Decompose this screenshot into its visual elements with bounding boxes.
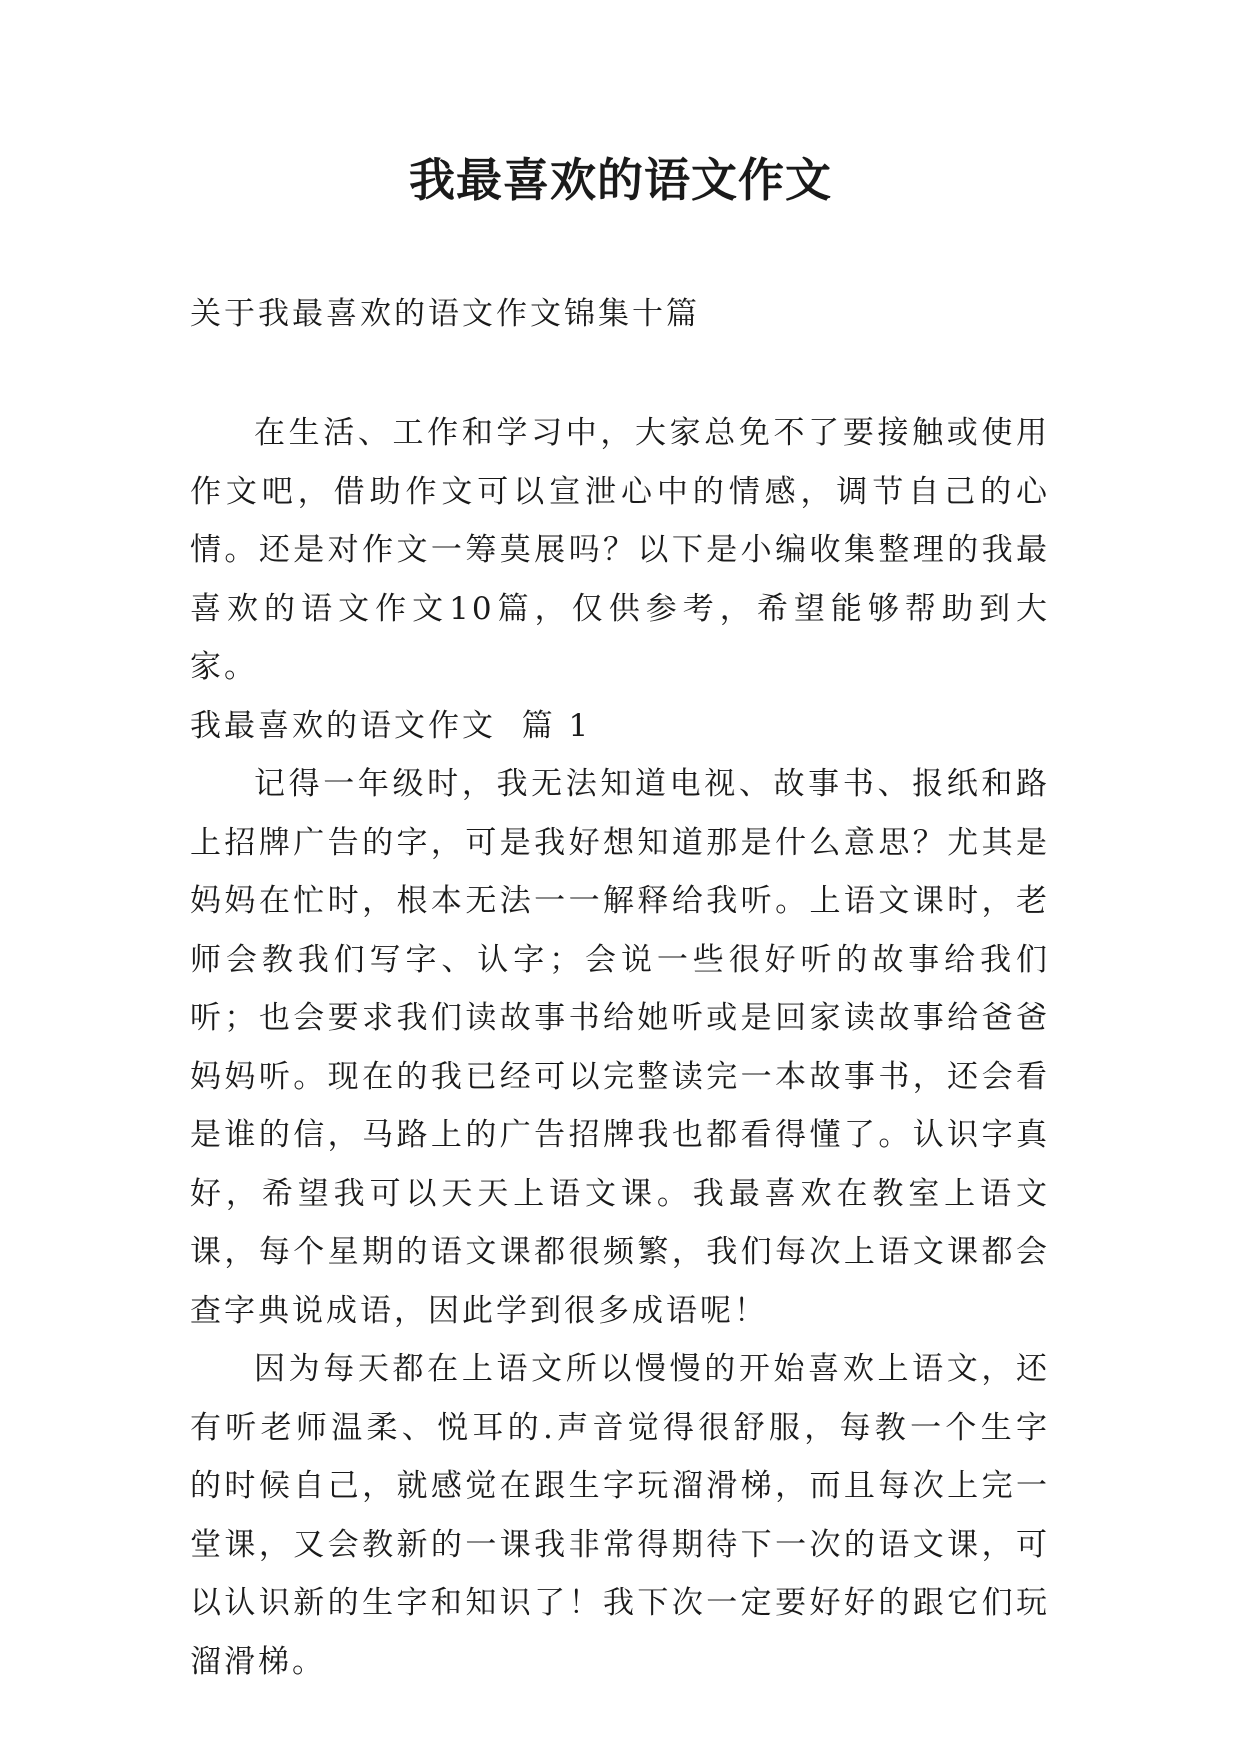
document-body <box>190 404 1050 1691</box>
document-title: 我最喜欢的语文作文 <box>409 153 832 207</box>
section-heading: 我最喜欢的语文作文 篇 1 <box>190 707 592 744</box>
document-subtitle: 关于我最喜欢的语文作文锦集十篇 <box>190 296 700 332</box>
body-paragraph: 记得一年级时，我无法知道电视、故事书、报纸和路上招牌广告的字，可是我好想知道那是什么意思？尤其是妈妈在忙时，根本无法一一解释给我听。上语文课时，老师会教我们写字、认字；会说一些很好听的故事给我们听；也会要求我们读故事书给她听或是回家读故事给爸爸妈妈听。现在的我已经可以完整读完一本故事书，还会看是谁的信，马路上的广告招牌我也都看得懂了。认识字真好，希望我可以天天上语文课。我最喜欢在教室上语文课，每个星期的语文课都很频繁，我们每次上语文课都会查字典说成语，因此学到很多成语呢！ <box>190 766 1050 1329</box>
body-paragraph: 因为每天都在上语文所以慢慢的开始喜欢上语文，还有听老师温柔、悦耳的.声音觉得很舒服，每教一个生字的时候自己，就感觉在跟生字玩溜滑梯，而且每次上完一堂课，又会教新的一课我非常得期待下一次的语文课，可以认识新的生字和知识了！我下次一定要好好的跟它们玩溜滑梯。 <box>190 1351 1050 1680</box>
intro-paragraph: 在生活、工作和学习中，大家总免不了要接触或使用作文吧，借助作文可以宣泄心中的情感，调节自己的心情。还是对作文一筹莫展吗？以下是小编收集整理的我最喜欢的语文作文10篇，仅供参考，希望能够帮助到大家。 <box>190 415 1050 685</box>
